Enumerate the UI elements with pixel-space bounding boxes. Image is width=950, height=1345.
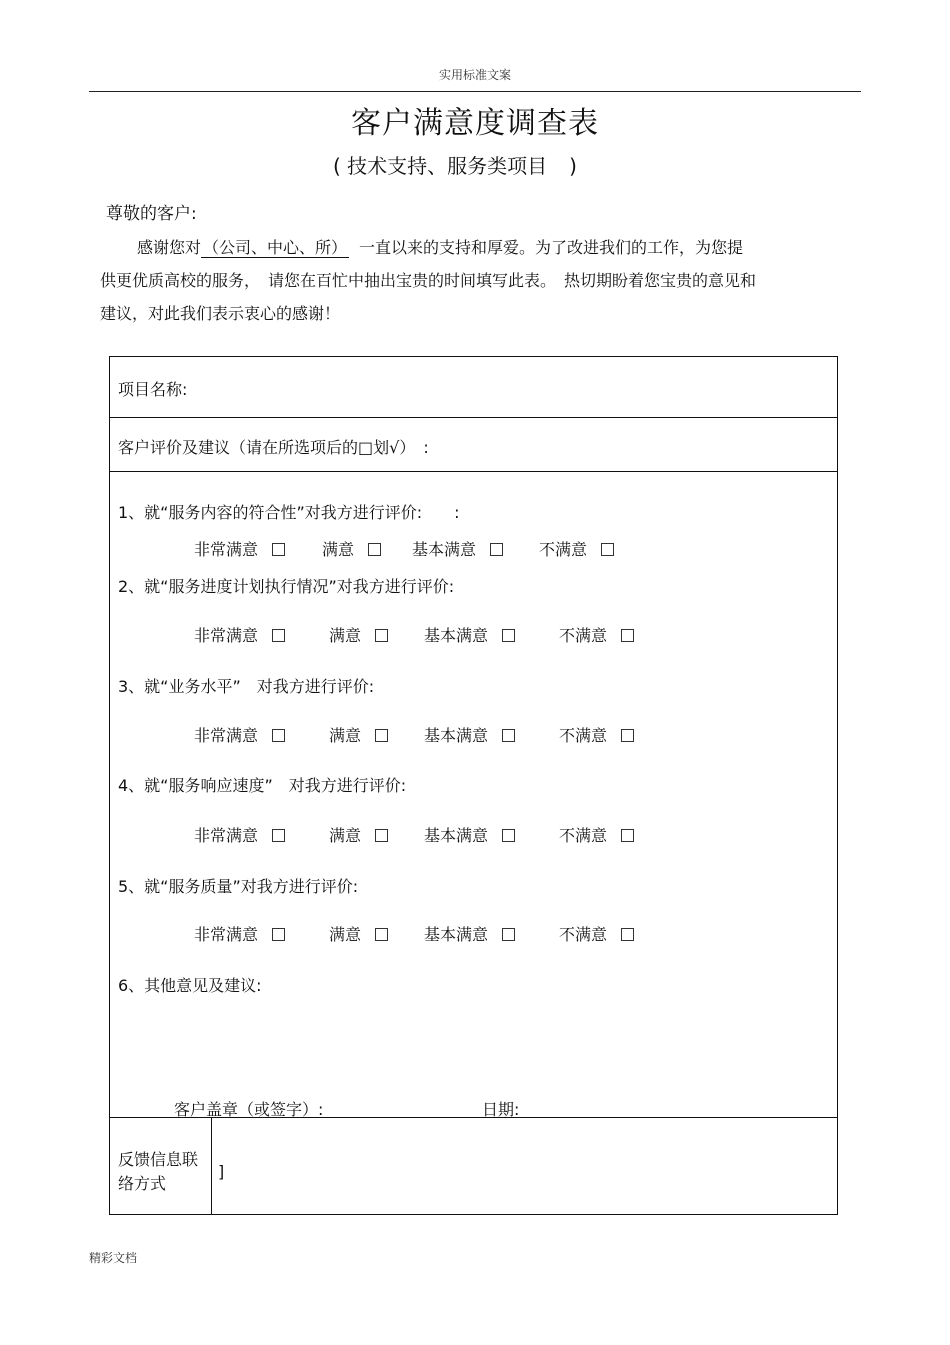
subtitle-close: ) xyxy=(569,154,577,178)
q5-option-basically-satisfied[interactable] xyxy=(424,922,515,945)
q1-option-unsatisfied[interactable] xyxy=(539,537,614,560)
checkbox[interactable] xyxy=(375,928,388,941)
option-label: 不满意 xyxy=(559,626,608,645)
option-label: 满意 xyxy=(329,826,362,845)
company-blank[interactable]: （公司、中心、所） xyxy=(203,238,348,257)
option-label: 非常满意 xyxy=(194,726,259,745)
q5-option-unsatisfied[interactable] xyxy=(559,922,634,945)
page-header: 实用标准文案 xyxy=(438,68,511,82)
checkbox[interactable] xyxy=(272,543,285,556)
document-title: 客户满意度调查表 xyxy=(351,106,599,141)
q3-option-very-satisfied[interactable] xyxy=(194,723,285,746)
header-rule xyxy=(89,91,861,92)
q3-option-basically-satisfied[interactable] xyxy=(424,723,515,746)
column-divider xyxy=(211,1117,212,1215)
option-label: 不满意 xyxy=(539,540,588,559)
checkbox[interactable] xyxy=(502,829,515,842)
other-suggestions-label[interactable]: 6、其他意见及建议: xyxy=(118,976,262,995)
checkbox[interactable] xyxy=(272,829,285,842)
q1-option-basically-satisfied[interactable] xyxy=(412,537,503,560)
option-label: 满意 xyxy=(329,925,362,944)
option-label: 基本满意 xyxy=(424,626,489,645)
option-label: 非常满意 xyxy=(194,826,259,845)
page-footer: 精彩文档 xyxy=(89,1251,138,1265)
checkbox[interactable] xyxy=(375,729,388,742)
option-label: 非常满意 xyxy=(194,540,259,559)
question-4-label: 4、就“服务响应速度” 对我方进行评价: xyxy=(118,776,407,795)
q3-option-unsatisfied[interactable] xyxy=(559,723,634,746)
date-label[interactable]: 日期: xyxy=(482,1100,520,1119)
q4-option-basically-satisfied[interactable] xyxy=(424,823,515,846)
checkbox[interactable] xyxy=(272,928,285,941)
q2-option-satisfied[interactable] xyxy=(329,623,388,646)
question-3-label: 3、就“业务水平” 对我方进行评价: xyxy=(118,677,375,696)
question-2-label: 2、就“服务进度计划执行情况”对我方进行评价: xyxy=(118,577,455,596)
intro-start: 感谢您对 xyxy=(137,238,202,257)
q4-option-satisfied[interactable] xyxy=(329,823,388,846)
checkbox[interactable] xyxy=(375,629,388,642)
option-label: 非常满意 xyxy=(194,626,259,645)
option-label: 满意 xyxy=(329,626,362,645)
question-5-label: 5、就“服务质量”对我方进行评价: xyxy=(118,877,359,896)
project-name-field[interactable]: 项目名称: xyxy=(118,380,188,399)
contact-info-field[interactable]: ] xyxy=(218,1162,225,1181)
option-label: 不满意 xyxy=(559,826,608,845)
checkbox[interactable] xyxy=(621,729,634,742)
greeting: 尊敬的客户: xyxy=(106,204,197,224)
q2-option-very-satisfied[interactable] xyxy=(194,623,285,646)
option-label: 基本满意 xyxy=(424,826,489,845)
subtitle-text: ( 技术支持、服务类项目 xyxy=(333,154,548,178)
q5-option-very-satisfied[interactable] xyxy=(194,922,285,945)
checkbox[interactable] xyxy=(621,928,634,941)
checkbox[interactable] xyxy=(621,829,634,842)
checkbox[interactable] xyxy=(502,629,515,642)
q5-option-satisfied[interactable] xyxy=(329,922,388,945)
q1-option-very-satisfied[interactable] xyxy=(194,537,285,560)
q4-option-very-satisfied[interactable] xyxy=(194,823,285,846)
intro-end: 一直以来的支持和厚爱。为了改进我们的工作，为您提 xyxy=(359,238,744,257)
signature-label[interactable]: 客户盖章（或签字）: xyxy=(174,1100,324,1119)
checkbox[interactable] xyxy=(368,543,381,556)
q1-option-satisfied[interactable] xyxy=(322,537,381,560)
checkbox[interactable] xyxy=(375,829,388,842)
checkbox[interactable] xyxy=(502,729,515,742)
q2-option-unsatisfied[interactable] xyxy=(559,623,634,646)
option-label: 基本满意 xyxy=(412,540,477,559)
intro-line-2: 供更优质高校的服务， 请您在百忙中抽出宝贵的时间填写此表。 热切期盼着您宝贵的意见和 xyxy=(100,271,757,290)
option-label: 非常满意 xyxy=(194,925,259,944)
option-label: 基本满意 xyxy=(424,925,489,944)
option-label: 不满意 xyxy=(559,925,608,944)
q4-option-unsatisfied[interactable] xyxy=(559,823,634,846)
option-label: 满意 xyxy=(322,540,355,559)
checkbox[interactable] xyxy=(272,729,285,742)
option-label: 基本满意 xyxy=(424,726,489,745)
option-label: 满意 xyxy=(329,726,362,745)
checkbox[interactable] xyxy=(490,543,503,556)
evaluation-header: 客户评价及建议（请在所选项后的□划√） : xyxy=(118,438,429,457)
q3-option-satisfied[interactable] xyxy=(329,723,388,746)
intro-line-1 xyxy=(137,235,743,258)
checkbox[interactable] xyxy=(621,629,634,642)
checkbox[interactable] xyxy=(601,543,614,556)
row-divider xyxy=(109,471,838,472)
option-label: 不满意 xyxy=(559,726,608,745)
contact-info-label: 反馈信息联络方式 xyxy=(118,1150,199,1193)
checkbox[interactable] xyxy=(502,928,515,941)
question-1-label: 1、就“服务内容的符合性”对我方进行评价: : xyxy=(118,503,460,522)
document-subtitle xyxy=(333,150,577,179)
intro-line-3: 建议，对此我们表示衷心的感谢！ xyxy=(100,304,341,323)
row-divider xyxy=(109,417,838,418)
q2-option-basically-satisfied[interactable] xyxy=(424,623,515,646)
checkbox[interactable] xyxy=(272,629,285,642)
